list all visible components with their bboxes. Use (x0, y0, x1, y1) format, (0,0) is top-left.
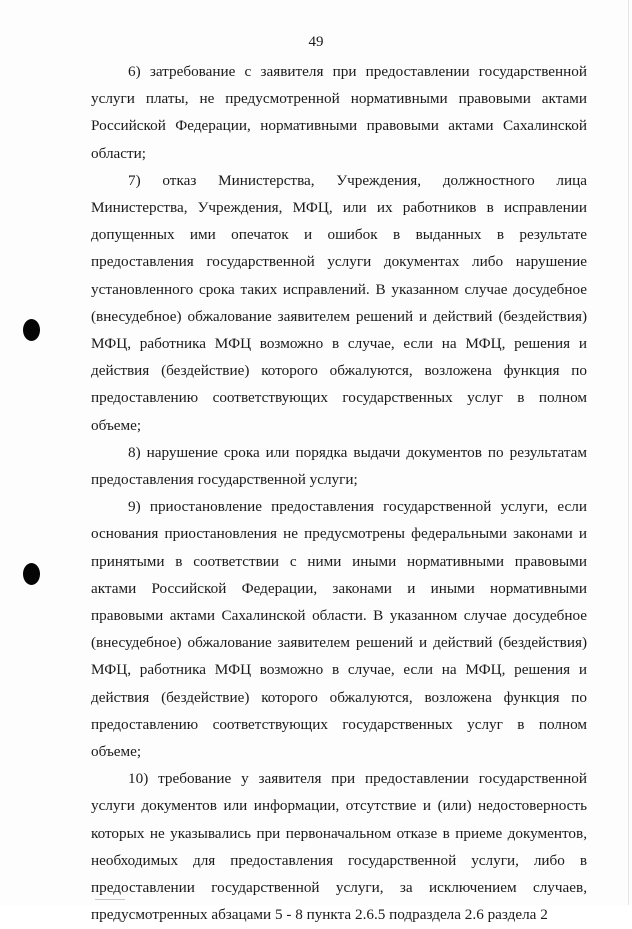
punch-hole-mark (23, 319, 40, 341)
paragraph-item-7: 7) отказ Министерства, Учреждения, должностного лица Министерства, Учреждения, МФЦ, или их работников в исправлении допущенных ими опечаток и ошибок в выданных в результате предоставления государственной услуги документах либо нарушение установленного срока таких исправлений. В указанном случае досудебное (внесудебное) обжалование заявителем решений и действий (бездействия) МФЦ, работника МФЦ возможно в случае, если на МФЦ, решения и действия (бездействие) которого обжалуются, возложена функция по предоставлению соответствующих государственных услуг в полном объеме; (91, 171, 587, 434)
scan-edge-line (95, 899, 125, 900)
paragraph-item-8: 8) нарушение срока или порядка выдачи документов по результатам предоставления государственной услуги; (91, 443, 587, 489)
page-number: 49 (308, 34, 324, 50)
paragraph-item-6: 6) затребование с заявителя при предоставлении государственной услуги платы, не предусмотренной нормативными правовыми актами Российской Федерации, нормативными правовыми актами Сахалинской области; (91, 63, 587, 162)
scan-edge-line (628, 0, 629, 905)
punch-hole-mark (23, 563, 40, 585)
paragraph-item-9: 9) приостановление предоставления государственной услуги, если основания приостановления не предусмотрены федеральными законами и принятыми в соответствии с ними иными нормативными правовыми актами Российской Федерации, законами и иными нормативными правовыми актами Сахалинской области. В указанном случае досудебное (внесудебное) обжалование заявителем решений и действий (бездействия) МФЦ, работника МФЦ возможно в случае, если на МФЦ, решения и действия (бездействие) которого обжалуются, возложена функция по предоставлению соответствующих государственных услуг в полном объеме; (91, 498, 587, 761)
document-body (91, 58, 587, 929)
paragraph-item-10: 10) требование у заявителя при предоставлении государственной услуги документов или информации, отсутствие и (или) недостоверность которых не указывались при первоначальном отказе в приеме документов, необходимых для предоставления государственной услуги, либо в предоставлении государственной услуги, за исключением случаев, предусмотренных абзацами 5 - 8 пункта 2.6.5 подраздела 2.6 раздела 2 (91, 770, 587, 924)
